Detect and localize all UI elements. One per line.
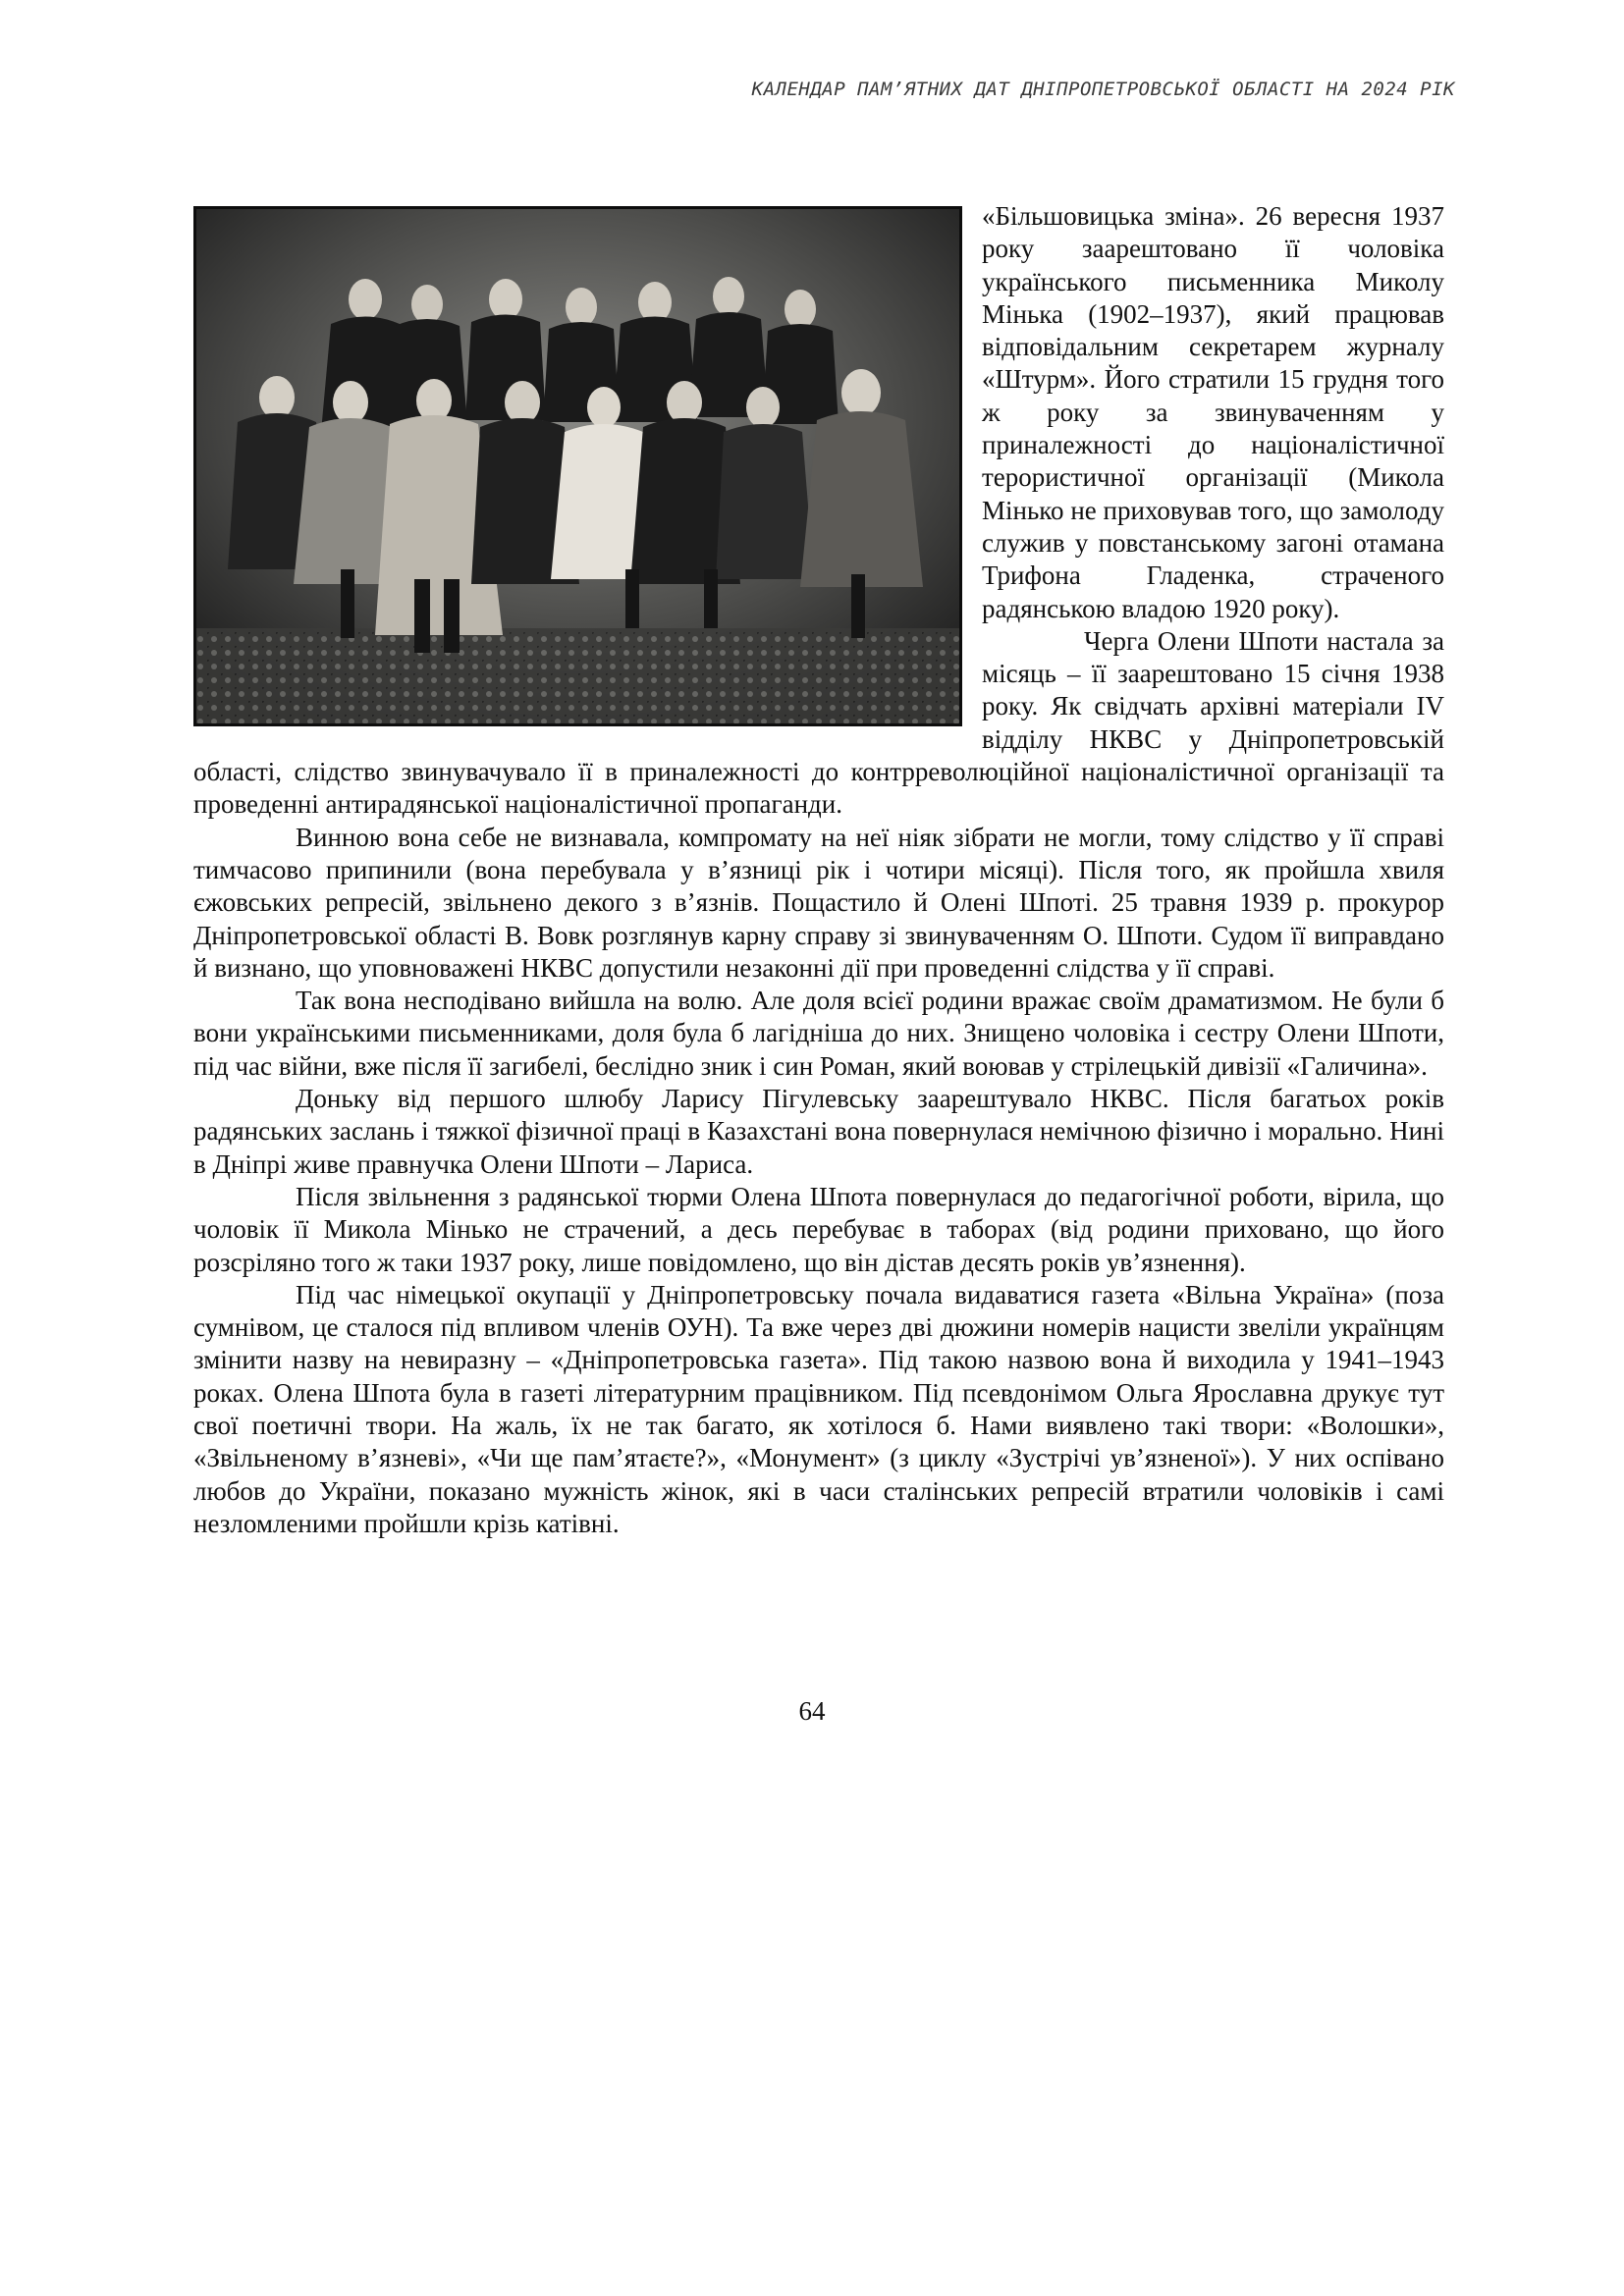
paragraph-1: «Більшовицька зміна». 26 вересня 1937 року заарештовано її чоловіка українського письменника Миколу Мінька (1902–1937), який працював відповідальним секретарем журналу «Штурм». Його стратили 15 грудня того ж року за звинуваченням у приналежності до націоналістичної терористичної організації (Микола Мінько не приховував того, що замолоду служив у повстанському загоні отамана Трифона Гладенка, страченого радянською владою 1920 року). [982, 201, 1444, 623]
paragraph-2: Черга Олени Шпоти настала за місяць – її заарештовано 15 січня 1938 року. Як свідчать архівні матеріали IV відділу НКВС у Дніпропетровській області, слідство звинувачувало її в приналежності до контрреволюційної націоналістичної організації та проведенні антирадянської націоналістичної пропаганди. [193, 625, 1444, 820]
running-header: КАЛЕНДАР ПАМ’ЯТНИХ ДАТ ДНІПРОПЕТРОВСЬКОЇ ОБЛАСТІ НА 2024 РІК [751, 79, 1455, 100]
paragraph-3: Винною вона себе не визнавала, компромату на неї ніяк зібрати не могли, тому слідство у її справі тимчасово припинили (вона перебувала у в’язниці рік і чотири місяці). Після того, як пройшла хвиля єжовських репресій, звільнено декого з в’язнів. Пощастило й Олені Шпоті. 25 травня 1939 р. прокурор Дніпропетровської області В. Вовк розглянув карну справу зі звинуваченням О. Шпоти. Судом її виправдано й визнано, що уповноважені НКВС допустили незаконні дії при проведенні слідства у її справі. [193, 822, 1444, 983]
paragraph-7: Під час німецької окупації у Дніпропетровську почала видаватися газета «Вільна Україна» (поза сумнівом, це сталося під впливом членів ОУН). Та вже через дві дюжини номерів нацисти звеліли українцям змінити назву на невиразну – «Дніпропетровська газета». Під такою назвою вона й виходила у 1941–1943 роках. Олена Шпота була в газеті літературним працівником. Під псевдонімом Ольга Ярославна друкує тут свої поетичні твори. На жаль, їх не так багато, як хотілося б. Нами виявлено такі твори: «Волошки», «Звільненому в’язневі», «Чи ще пам’ятаєте?», «Монyмент» (з циклу «Зустрічі ув’язненої»). У них оспівано любов до України, показано мужність жінок, які в часи сталінських репресій втратили чоловіків і самі незломленими пройшли крізь катівні. [193, 1279, 1444, 1538]
page-number: 64 [798, 1696, 826, 1726]
paragraph-5: Доньку від першого шлюбу Ларису Пігулевську заарештувало НКВС. Після багатьох років радянських заслань і тяжкої фізичної праці в Казахстані вона повернулася немічною фізично і морально. Нині в Дніпрі живе правнучка Олени Шпоти – Лариса. [193, 1084, 1444, 1179]
paragraph-6: Після звільнення з радянської тюрми Олена Шпота повернулася до педагогічної роботи, вірила, що чоловік її Микола Мінько не страчений, а десь перебуває в таборах (від родини приховано, що його розсріляно того ж таки 1937 року, лише повідомлено, що він дістав десять років ув’язнення). [193, 1181, 1444, 1277]
paragraph-4: Так вона несподівано вийшла на волю. Але доля всієї родини вражає своїм драматизмом. Не були б вони українськими письменниками, доля була б лагіднішa до них. Знищено чоловіка і сестру Олени Шпоти, під час війни, вже після її загибелі, беслідно зник і син Роман, який воював у стрілецькій дивізії «Галичина». [193, 986, 1444, 1081]
group-photo-icon [193, 206, 962, 726]
article-body [193, 200, 1444, 1540]
